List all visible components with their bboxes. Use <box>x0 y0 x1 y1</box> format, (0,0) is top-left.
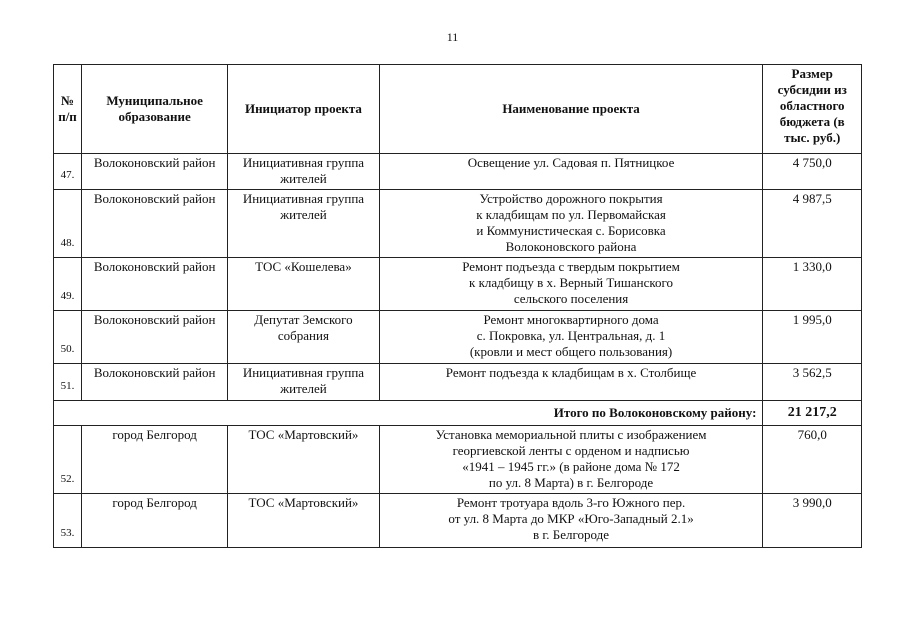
table-row <box>54 258 862 311</box>
row-project: Ремонт многоквартирного дома с. Покровка, ул. Центральная, д. 1 (кровли и мест общего пользования) <box>379 311 763 364</box>
row-number: 53. <box>54 494 82 548</box>
page-number: 11 <box>446 30 459 44</box>
table-body <box>54 154 862 548</box>
row-number: 52. <box>54 426 82 494</box>
table-row <box>54 190 862 258</box>
header-row <box>54 65 862 154</box>
row-initiator: Депутат Земского собрания <box>228 311 379 364</box>
row-municipality: Волоконовский район <box>82 190 228 258</box>
row-project: Освещение ул. Садовая п. Пятницкое <box>379 154 763 190</box>
row-initiator: ТОС «Мартовский» <box>228 426 379 494</box>
row-municipality: город Белгород <box>82 494 228 548</box>
row-number: 49. <box>54 258 82 311</box>
row-number: 48. <box>54 190 82 258</box>
row-number: 50. <box>54 311 82 364</box>
total-row <box>54 401 862 426</box>
header-project: Наименование проекта <box>379 65 763 154</box>
table-row <box>54 494 862 548</box>
row-amount: 760,0 <box>763 426 862 494</box>
total-label: Итого по Волоконовскому району: <box>54 401 763 426</box>
row-project: Ремонт подъезда с твердым покрытием к кладбищу в х. Верный Тишанского сельского поселения <box>379 258 763 311</box>
row-municipality: Волоконовский район <box>82 258 228 311</box>
row-initiator: Инициативная группа жителей <box>228 364 379 401</box>
header-amount: Размер субсидии из областного бюджета (в тыс. руб.) <box>763 65 862 154</box>
row-amount: 1 995,0 <box>763 311 862 364</box>
total-amount: 21 217,2 <box>763 401 862 426</box>
row-project: Установка мемориальной плиты с изображением георгиевской ленты с орденом и надписью «1941 – 1945 гг.» (в районе дома № 172 по ул. 8 Марта) в г. Белгороде <box>379 426 763 494</box>
table-row <box>54 426 862 494</box>
table-header <box>54 65 862 154</box>
row-number: 51. <box>54 364 82 401</box>
subsidy-table <box>53 64 862 548</box>
table-row <box>54 364 862 401</box>
row-initiator: Инициативная группа жителей <box>228 190 379 258</box>
header-municipality: Муниципальное образование <box>82 65 228 154</box>
row-amount: 3 990,0 <box>763 494 862 548</box>
row-amount: 4 987,5 <box>763 190 862 258</box>
row-municipality: Волоконовский район <box>82 364 228 401</box>
header-initiator: Инициатор проекта <box>228 65 379 154</box>
row-amount: 1 330,0 <box>763 258 862 311</box>
row-amount: 3 562,5 <box>763 364 862 401</box>
table-row <box>54 154 862 190</box>
row-amount: 4 750,0 <box>763 154 862 190</box>
row-municipality: Волоконовский район <box>82 311 228 364</box>
row-project: Устройство дорожного покрытия к кладбищам по ул. Первомайская и Коммунистическая с. Борисовка Волоконовского района <box>379 190 763 258</box>
row-number: 47. <box>54 154 82 190</box>
table-row <box>54 311 862 364</box>
row-project: Ремонт подъезда к кладбищам в х. Столбище <box>379 364 763 401</box>
row-municipality: Волоконовский район <box>82 154 228 190</box>
header-num: № п/п <box>54 65 82 154</box>
row-initiator: ТОС «Мартовский» <box>228 494 379 548</box>
row-initiator: Инициативная группа жителей <box>228 154 379 190</box>
row-initiator: ТОС «Кошелева» <box>228 258 379 311</box>
row-project: Ремонт тротуара вдоль 3-го Южного пер. от ул. 8 Марта до МКР «Юго-Западный 2.1» в г. Белгороде <box>379 494 763 548</box>
row-municipality: город Белгород <box>82 426 228 494</box>
